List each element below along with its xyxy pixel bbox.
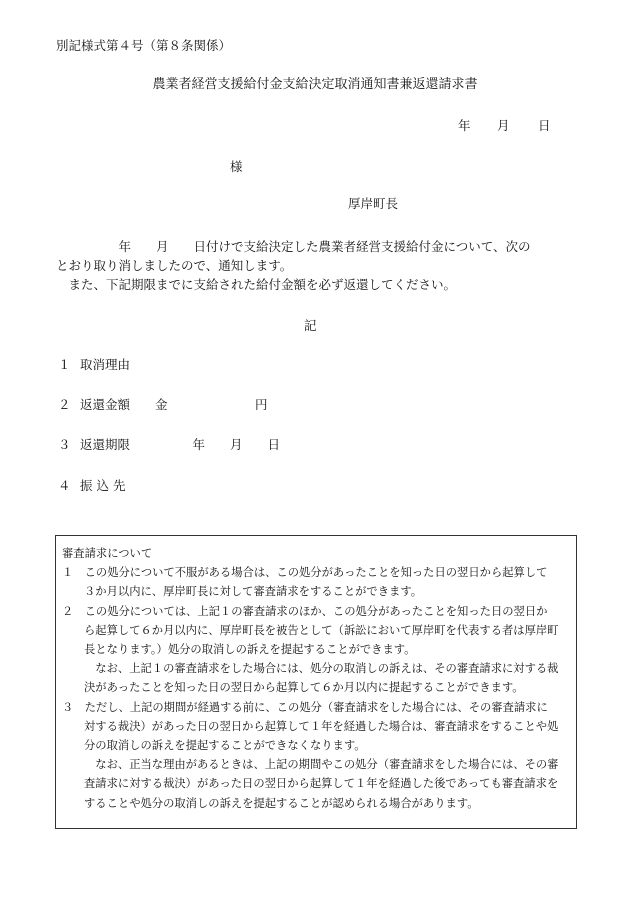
notice-line: 長となります。）処分の取消しの訴えを提起することができます。 (84, 643, 416, 657)
item-number: ２ (58, 397, 71, 412)
notice-line: ３ ただし、上記の期間が経過する前に、この処分（審査請求をした場合には、その審査請求に (62, 700, 548, 714)
notice-heading: 審査請求について (62, 547, 153, 560)
date-month-label: 月 (497, 118, 510, 133)
body-text-line-1: 年 月 日付けで支給決定した農業者経営支援給付金について、次の (56, 239, 531, 254)
body-text-line-3: また、下記期限までに支給された給付金額を必ず返還してください。 (56, 277, 457, 292)
body-text-line-2: とおり取り消しましたので、通知します。 (56, 258, 293, 273)
notice-line: 決があったことを知った日の翌日から起算して６か月以内に提起することができます。 (84, 681, 524, 695)
item-transfer-destination: 振 込 先 (80, 478, 126, 493)
item-refund-deadline: 返還期限 年 月 日 (80, 437, 281, 452)
addressee-suffix: 様 (230, 159, 243, 174)
notice-line: なお、正当な理由があるときは、上記の期間やこの処分（審査請求をした場合には、その審 (84, 758, 559, 772)
notice-line: 分の取消しの訴えを提起することができなくなります。 (84, 739, 366, 753)
form-number: 別記様式第４号（第８条関係） (56, 38, 232, 53)
notice-line: ３か月以内に、厚岸町長に対して審査請求をすることができます。 (84, 585, 423, 599)
date-day-label: 日 (538, 118, 551, 133)
notice-line: ２ この処分については、上記１の審査請求のほか、この処分があったことを知った日の翌日か (62, 604, 548, 618)
date-year-label: 年 (458, 118, 471, 133)
notice-line: ら起算して６か月以内に、厚岸町長を被告として（訴訟において厚岸町を代表する者は厚岸町 (84, 623, 559, 637)
item-number: ４ (58, 478, 71, 493)
item-refund-amount: 返還金額 金 円 (80, 397, 268, 412)
notice-line: することや処分の取消しの訴えを提起することが認められる場合があります。 (84, 796, 479, 810)
item-cancellation-reason: 取消理由 (80, 357, 131, 372)
item-number: １ (58, 357, 71, 372)
notice-line: 査請求に対する裁決）があった日の翌日から起算して１年を経過した後であっても審査請求を (84, 777, 559, 791)
review-request-notice-box (55, 535, 577, 829)
item-number: ３ (58, 437, 71, 452)
ki-heading: 記 (304, 318, 317, 333)
document-title: 農業者経営支援給付金支給決定取消通知書兼返還請求書 (152, 77, 478, 92)
notice-line: １ この処分について不服がある場合は、この処分があったことを知った日の翌日から起算して (62, 566, 548, 580)
notice-line: 対する裁決）があった日の翌日から起算して１年を経過した場合は、審査請求をすることや処 (84, 719, 559, 733)
notice-line: なお、上記１の審査請求をした場合には、処分の取消しの訴えは、その審査請求に対する裁 (84, 662, 559, 676)
issuer-name: 厚岸町長 (348, 196, 399, 211)
